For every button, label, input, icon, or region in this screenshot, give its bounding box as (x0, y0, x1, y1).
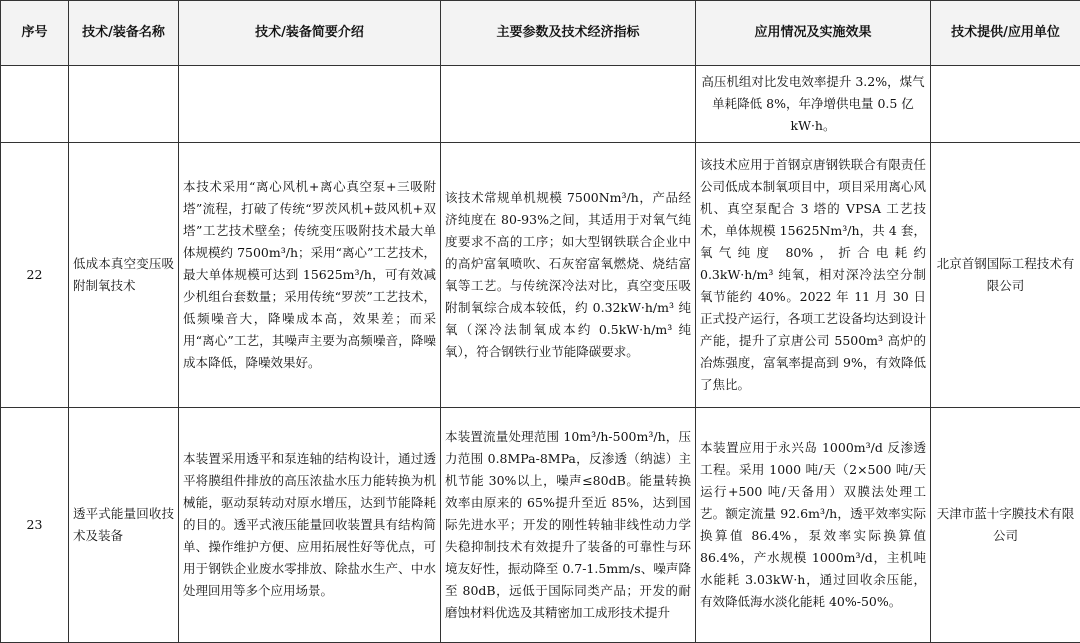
row-no: 22 (1, 143, 69, 408)
row-intro: 本装置采用透平和泵连轴的结构设计，通过透平将膜组件排放的高压浓盐水压力能转换为机械能，驱动泵转动对原水增压，达到节能降耗的目的。透平式液压能量回收装置具有结构简单、操作维护方便、应用拓展性好等优点，可用于钢铁企业废水零排放、除盐水生产、中水处理回用等多个应用场景。 (179, 408, 441, 643)
row-params: 该技术常规单机规模 7500Nm³/h，产品经济纯度在 80-93%之间，其适用于对氧气纯度要求不高的工序；如大型钢铁联合企业中的高炉富氧喷吹、石灰窑富氧燃烧、烧结富氧等工艺。与传统深冷法对比，真空变压吸附制氧综合成本较低，约 0.32kW·h/m³ 纯氧（深冷法制氧成本约 0.5kW·h/m³ 纯氧），符合钢铁行业节能降碳要求。 (441, 143, 696, 408)
row-no (1, 66, 69, 143)
table-row (1, 66, 1080, 143)
row-provider: 北京首钢国际工程技术有限公司 (931, 143, 1080, 408)
row-params: 本装置流量处理范围 10m³/h-500m³/h，压力范围 0.8MPa-8MPa，反渗透（纳滤）主机节能 30%以上，噪声≤80dB。能量转换效率由原来的 65%提升至近 85%，达到国际先进水平；开发的刚性转轴非线性动力学失稳抑制技术有效提升了装备的可靠性与环境友好性，振动降至 0.7-1.5mm/s、噪声降至 80dB，远低于国际同类产品；开发的耐磨蚀材料优选及其精密加工成形技术提升 (441, 408, 696, 643)
row-application: 该技术应用于首钢京唐钢铁联合有限责任公司低成本制氧项目中，项目采用离心风机、真空泵配合 3 塔的 VPSA 工艺技术，单体规模 15625Nm³/h，共 4 套，氧气纯度 80%，折合电耗约 0.3kW·h/m³ 纯氧，相对深冷法空分制氧节能约 40%。2022 年 11 月 30 日正式投产运行，各项工艺设备均达到设计产能，提升了京唐公司 5500m³ 高炉的冶炼强度，富氧率提高到 9%，有效降低了焦比。 (696, 143, 931, 408)
row-name: 低成本真空变压吸附制氧技术 (69, 143, 179, 408)
header-no: 序号 (1, 1, 69, 66)
header-name: 技术/装备名称 (69, 1, 179, 66)
header-params: 主要参数及技术经济指标 (441, 1, 696, 66)
table-row (1, 408, 1080, 643)
row-name: 透平式能量回收技术及装备 (69, 408, 179, 643)
row-provider: 天津市蓝十字膜技术有限公司 (931, 408, 1080, 643)
row-intro: 本技术采用“离心风机+离心真空泵+三吸附塔”流程，打破了传统“罗茨风机+鼓风机+双塔”工艺技术壁垒；传统变压吸附技术最大单体规模约 7500m³/h；采用“离心”工艺技术，最大单体规模可达到 15625m³/h，可有效减少机组台套数量；采用传统“罗茨”工艺技术，低频噪音大，降噪成本高，效果差；而采用“离心”工艺，其噪声主要为高频噪音，降噪成本降低，降噪效果好。 (179, 143, 441, 408)
row-intro (179, 66, 441, 143)
row-application: 高压机组对比发电效率提升 3.2%，煤气单耗降低 8%，年净增供电量 0.5 亿 kW·h。 (696, 66, 931, 143)
row-params (441, 66, 696, 143)
header-row (1, 1, 1080, 66)
table-row (1, 143, 1080, 408)
row-application: 本装置应用于永兴岛 1000m³/d 反渗透工程。采用 1000 吨/天（2×500 吨/天运行+500 吨/天备用）双膜法处理工艺。额定流量 92.6m³/h，透平效率实际换算值 86.4%，泵效率实际换算值 86.4%，产水规模 1000m³/d，主机吨水能耗 3.03kW·h，通过回收余压能，有效降低海水淡化能耗 40%-50%。 (696, 408, 931, 643)
header-intro: 技术/装备简要介绍 (179, 1, 441, 66)
row-provider (931, 66, 1080, 143)
row-no: 23 (1, 408, 69, 643)
header-application: 应用情况及实施效果 (696, 1, 931, 66)
row-name (69, 66, 179, 143)
header-provider: 技术提供/应用单位 (931, 1, 1080, 66)
